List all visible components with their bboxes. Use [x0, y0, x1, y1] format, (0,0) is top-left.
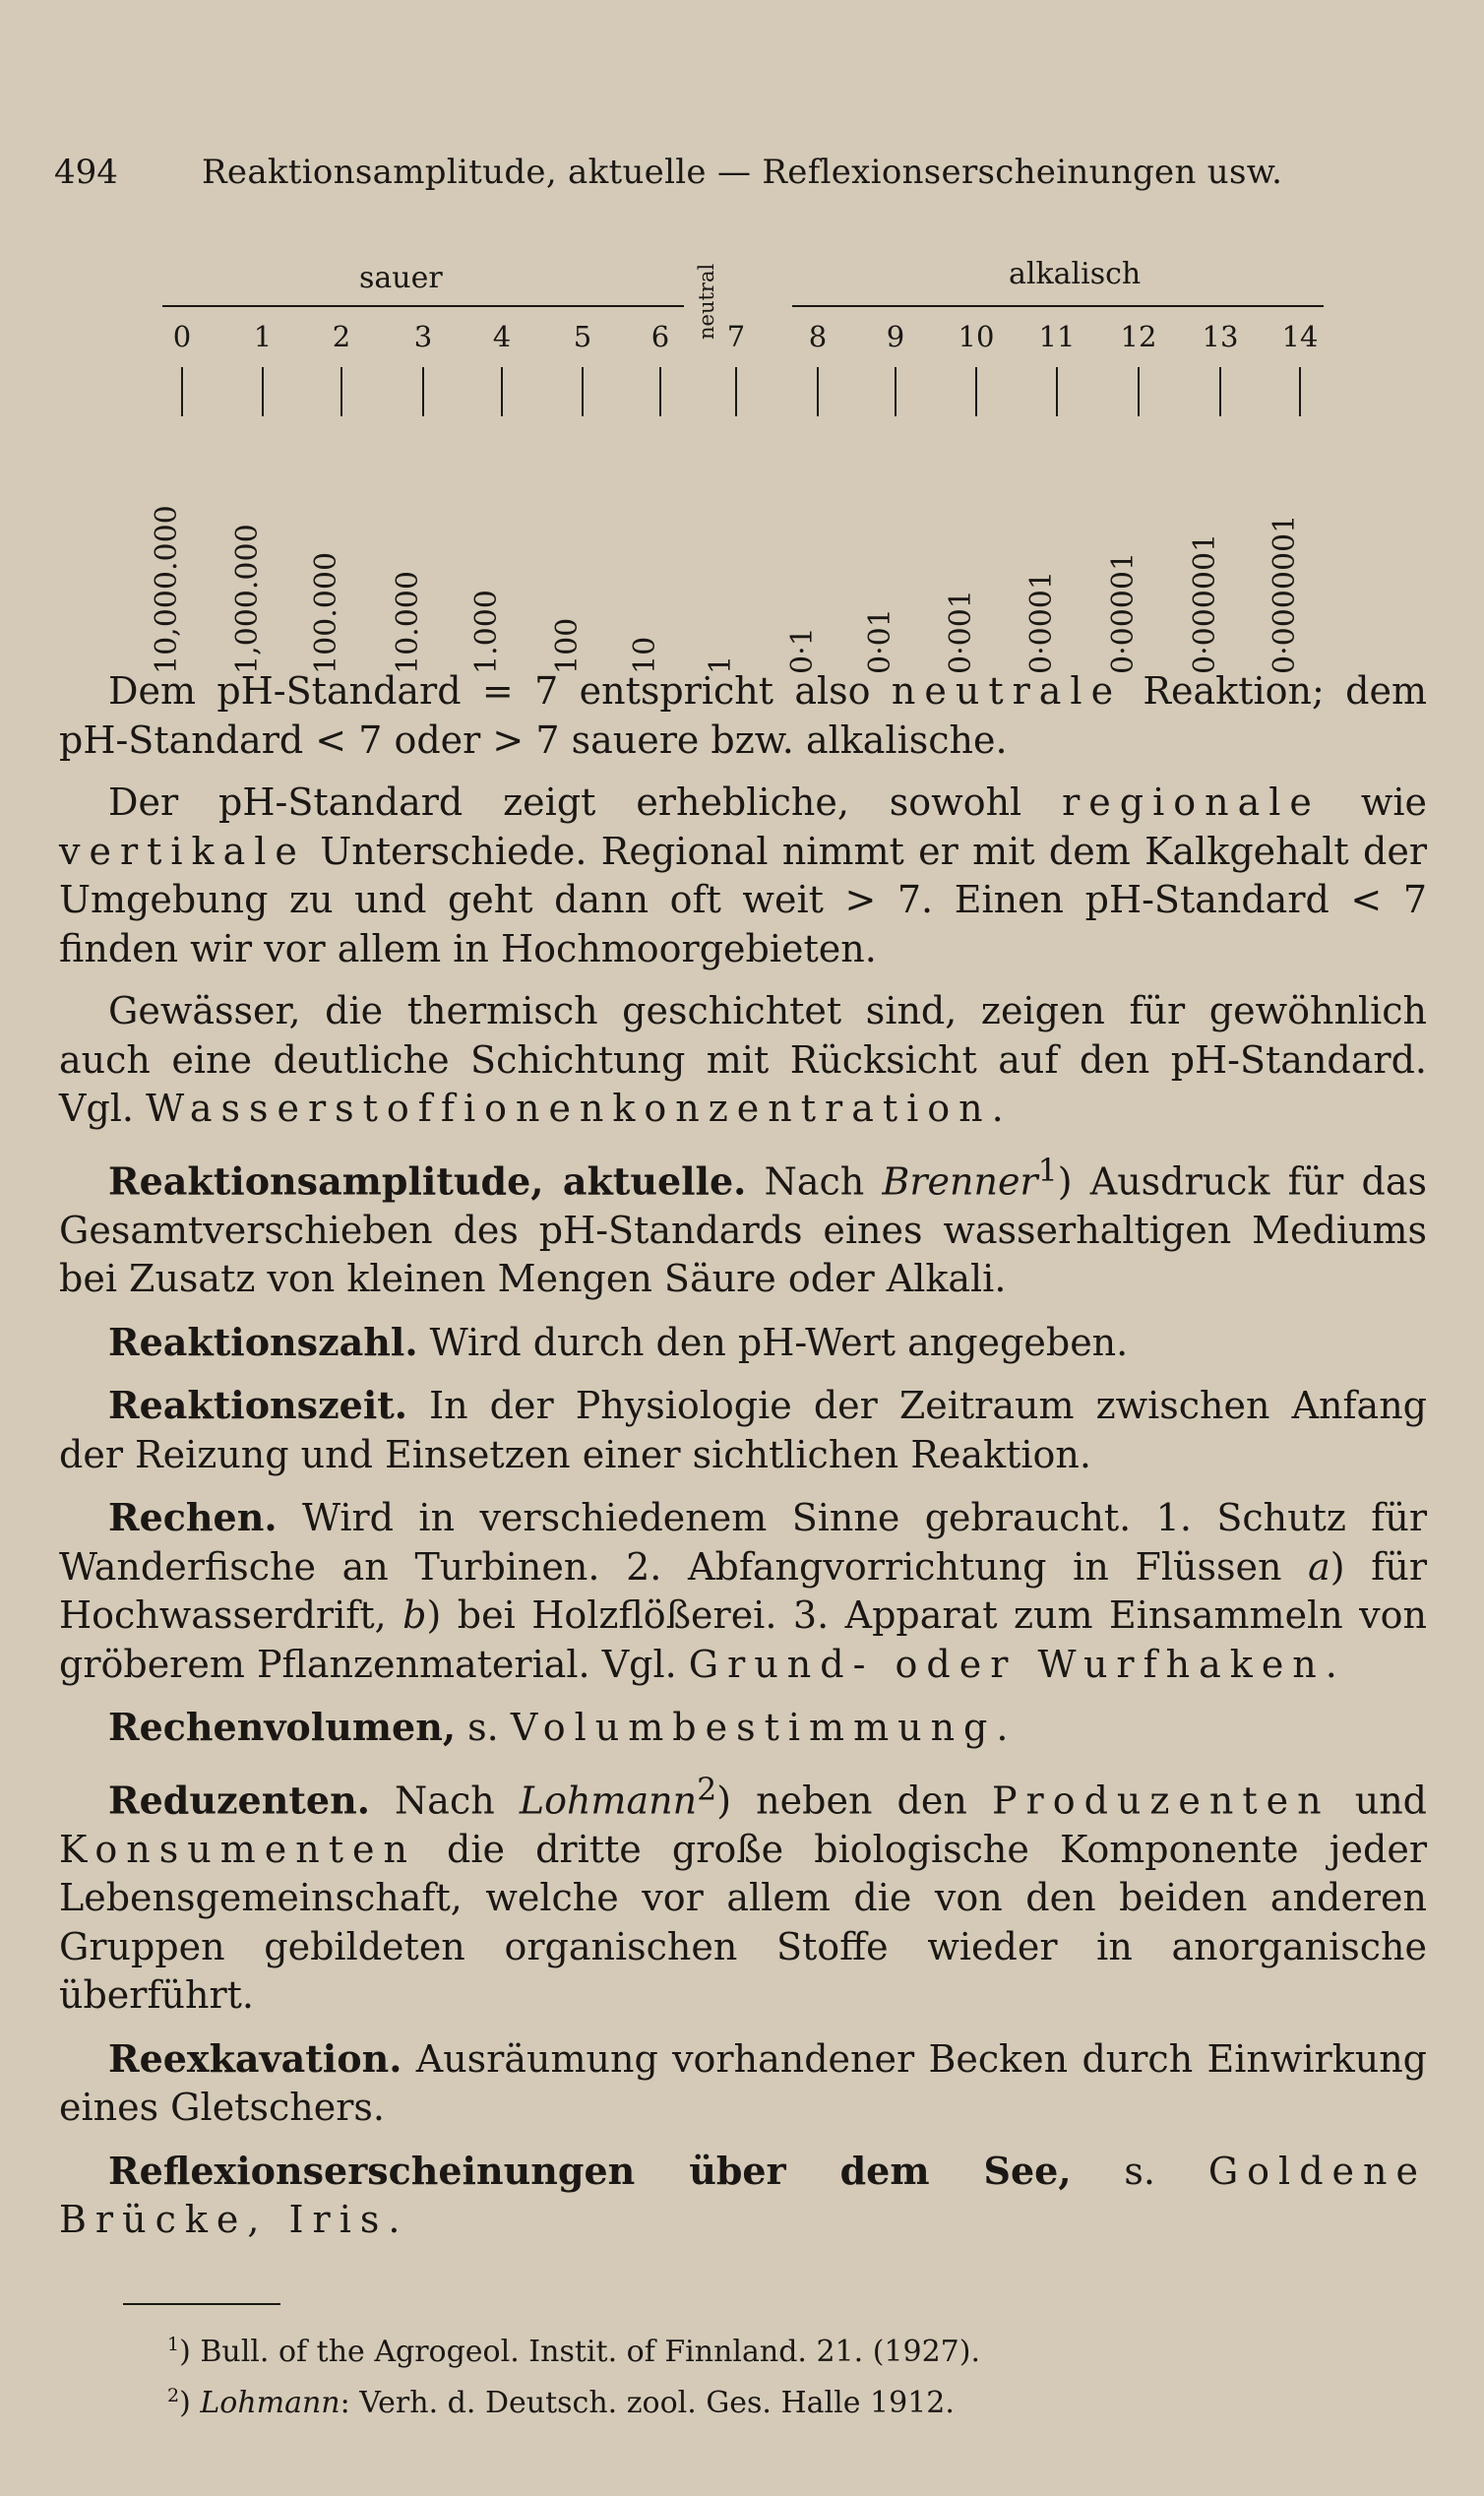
entry-reaktionszahl: Reaktionszahl. Wird durch den pH-Wert angegeben.: [108, 1319, 1129, 1364]
scale-value: 10,000.000: [150, 505, 184, 674]
scale-tick-label: 0: [172, 320, 192, 353]
scale-tick-line: [1219, 367, 1221, 416]
entry-text: [59, 667, 1427, 2245]
entry-rechenvolumen: Rechenvolumen, s. Volumbestimmung.: [108, 1705, 1018, 1750]
paragraph-regional: Der pH-Standard zeigt erhebliche, sowohl regionale wie vertikale Unterschiede. Regional nimmt er mit dem Kalkgehalt der Umgebung zu und geht dann oft weit > 7. Einen pH-Standard < 7 finden wir vor allem in Hochmoorgebieten.: [59, 780, 1428, 970]
entry-reduzenten: Reduzenten. Nach Lohmann$^2$) neben den Produzenten und Konsumenten die dritte große biologische Komponente jeder Lebensgemeinschaft, welche vor allem die von den beiden anderen Gruppen gebildeten organischen Stoffe wieder in anorganische überführt.: [59, 1772, 1427, 2018]
scale-value: 10: [628, 636, 662, 674]
running-title: Reaktionsamplitude, aktuelle — Reflexionserscheinungen usw.: [202, 153, 1283, 192]
headword: Rechenvolumen,: [108, 1705, 457, 1750]
scale-value: 0·0001: [1024, 571, 1059, 674]
scale-tick-label: 9: [886, 320, 905, 353]
footnotes: [167, 2323, 1348, 2425]
entry-reflexionserscheinungen: Reflexionserscheinungen über dem See, s. Goldene Brücke, Iris.: [59, 2148, 1427, 2242]
scale-tick-line: [735, 367, 737, 416]
scale-tick-line: [501, 367, 503, 416]
scale-tick-line: [1056, 367, 1058, 416]
alkaline-brace: [792, 305, 1324, 331]
acid-brace: [162, 305, 684, 331]
scale-tick-label: 1: [253, 320, 273, 353]
scale-value: 100.000: [309, 551, 343, 674]
scale-tick-label: 5: [573, 320, 592, 353]
entry-reaktionszeit: Reaktionszeit. In der Physiologie der Zeitraum zwischen Anfang der Reizung und Einsetzen einer sichtlichen Reaktion.: [59, 1383, 1427, 1476]
scale-tick-line: [895, 367, 897, 416]
scale-value: 0·00001: [1106, 551, 1141, 674]
scale-tick-label: 6: [650, 320, 670, 353]
scale-tick-label: 12: [1120, 320, 1157, 353]
scale-tick-line: [1138, 367, 1140, 416]
headword: Reaktionsamplitude, aktuelle.: [108, 1158, 747, 1204]
scale-tick-line: [181, 367, 183, 416]
scale-tick-line: [975, 367, 977, 416]
scale-value: 10.000: [391, 571, 425, 674]
scale-tick-label: 11: [1038, 320, 1076, 353]
scale-tick-label: 4: [492, 320, 512, 353]
alkaline-label: alkalisch: [1009, 257, 1142, 291]
scale-tick-line: [582, 367, 584, 416]
scale-tick-line: [1299, 367, 1301, 416]
scale-value: 0·01: [863, 608, 897, 674]
paragraph-neutral: Dem pH-Standard = 7 entspricht also neutrale Reaktion; dem pH-Standard < 7 oder > 7 sauere bzw. alkalische.: [59, 669, 1427, 762]
scale-value: 1,000.000: [230, 524, 265, 674]
acid-label: sauer: [359, 261, 443, 295]
scale-value: 1: [704, 655, 738, 674]
scale-tick-line: [659, 367, 661, 416]
scale-tick-label: 3: [413, 320, 433, 353]
page-header: [54, 153, 1432, 202]
scale-value: 0·1: [785, 627, 820, 674]
headword: Reexkavation.: [108, 2035, 402, 2081]
footnote-1: $^1$) Bull. of the Agrogeol. Instit. of Finnland. 21. (1927).: [167, 2334, 981, 2369]
scale-value: 0·0000001: [1268, 514, 1302, 674]
page-number: 494: [54, 153, 118, 192]
entry-rechen: Rechen. Wird in verschiedenem Sinne gebraucht. 1. Schutz für Wanderfische an Turbinen. 2. Abfangvorrichtung in Flüssen a) für Hochwasserdrift, b) bei Holzflößerei. 3. Apparat zum Einsammeln von gröberem Pflanzenmaterial. Vgl. Grund- oder Wurfhaken.: [59, 1495, 1427, 1686]
neutral-label: neutral: [695, 263, 718, 340]
entry-reexkavation: Reexkavation. Ausräumung vorhandener Becken durch Einwirkung eines Gletschers.: [59, 2035, 1427, 2130]
scale-tick-line: [262, 367, 264, 416]
headword: Reflexionserscheinungen über dem See,: [108, 2148, 1072, 2193]
scale-value: 1.000: [469, 590, 504, 674]
headword: Rechen.: [108, 1495, 278, 1540]
scale-tick-label: 7: [726, 320, 746, 353]
headword: Reduzenten.: [108, 1778, 370, 1823]
scale-tick-label: 13: [1202, 320, 1239, 353]
scale-tick-line: [817, 367, 819, 416]
scale-value: 100: [550, 617, 585, 674]
scale-tick-label: 8: [808, 320, 828, 353]
scale-tick-line: [340, 367, 342, 416]
scale-tick-line: [422, 367, 424, 416]
headword: Reaktionszeit.: [108, 1383, 408, 1428]
scale-value: 0·001: [944, 590, 978, 674]
scale-tick-label: 10: [958, 320, 995, 353]
entry-reaktionsamplitude: Reaktionsamplitude, aktuelle. Nach Brenner$^1$) Ausdruck für das Gesamtverschieben des pH-Standards eines wasserhaltigen Mediums bei Zusatz von kleinen Mengen Säure oder Alkali.: [59, 1153, 1427, 1301]
headword: Reaktionszahl.: [108, 1319, 418, 1364]
scale-tick-label: 14: [1281, 320, 1319, 353]
footnote-2: $^2$) Lohmann: Verh. d. Deutsch. zool. Ges. Halle 1912.: [167, 2385, 955, 2420]
footnote-rule: [123, 2303, 280, 2305]
scale-value: 0·000001: [1188, 532, 1222, 674]
ph-scale-figure: [148, 251, 1378, 684]
scale-tick-label: 2: [332, 320, 351, 353]
paragraph-stratified: Gewässer, die thermisch geschichtet sind, zeigen für gewöhnlich auch eine deutliche Schichtung mit Rücksicht auf den pH-Standard. Vgl. Wasserstoffionenkonzentration.: [59, 989, 1427, 1130]
